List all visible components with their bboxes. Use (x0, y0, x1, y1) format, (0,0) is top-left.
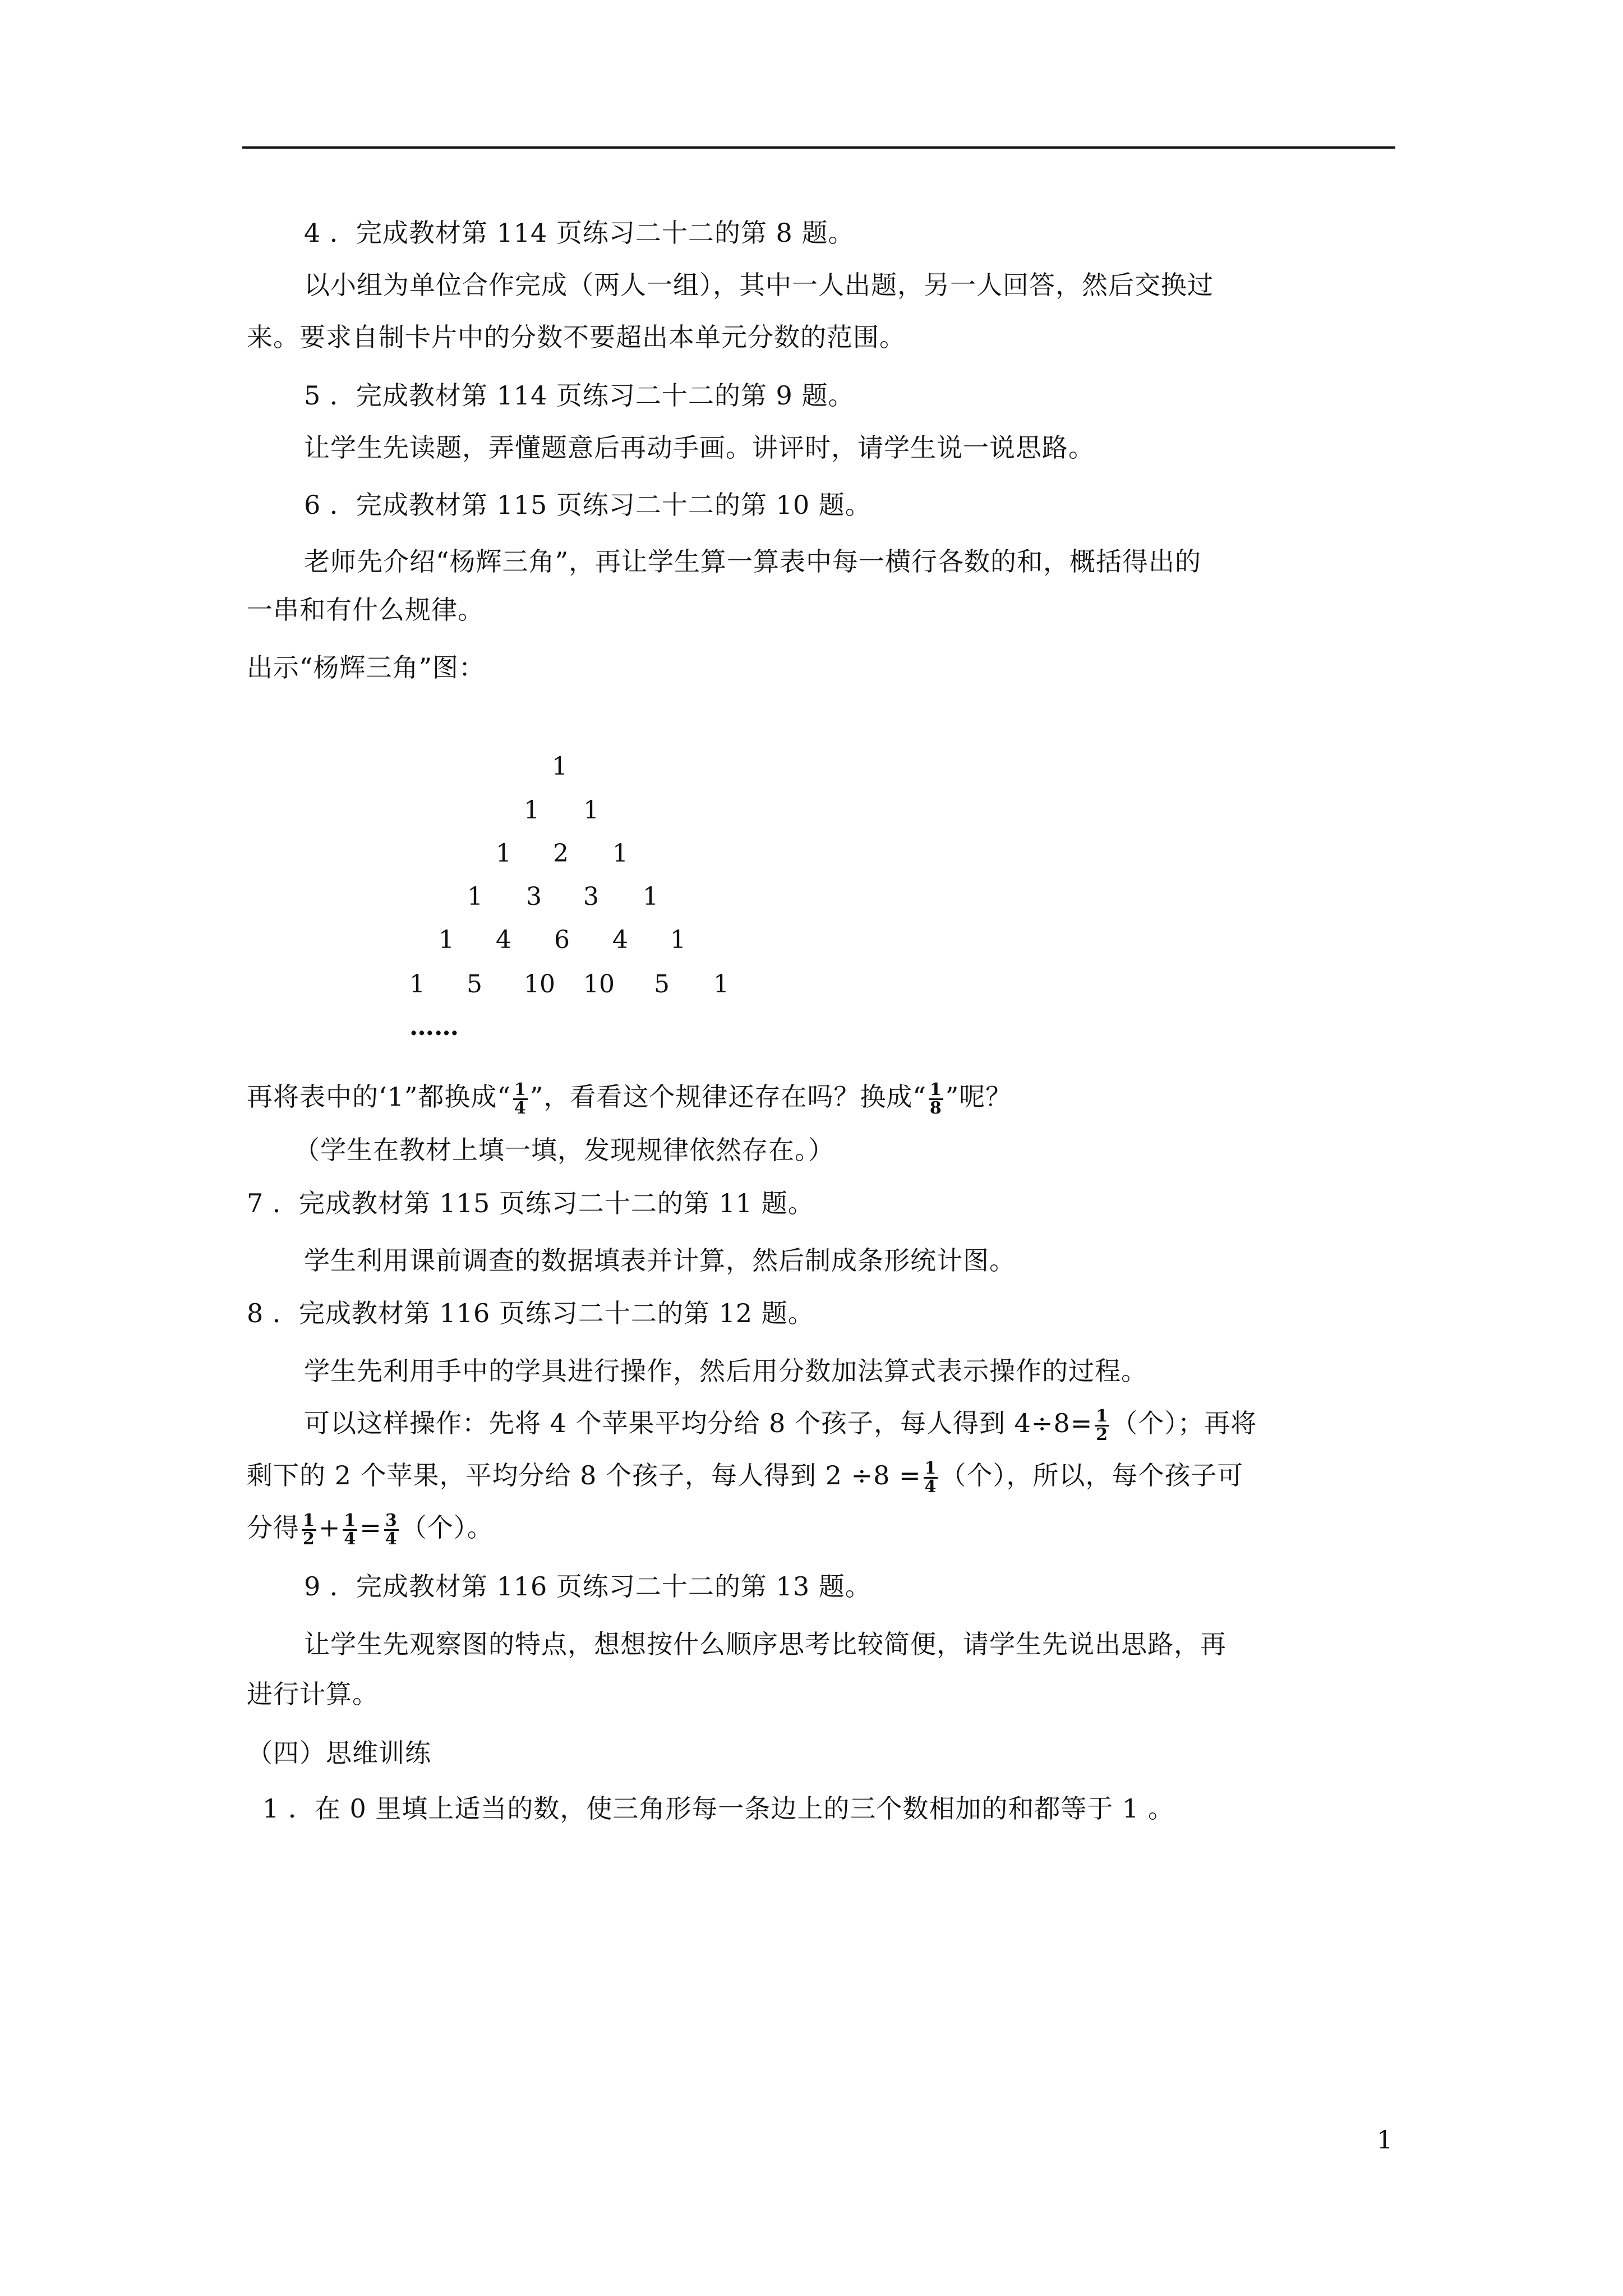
triangle-number: 1 (467, 882, 483, 911)
item-4: 4 ．完成教材第 114 页练习二十二的第 8 题。 (304, 218, 855, 248)
paragraph: 进行计算。 (247, 1679, 379, 1709)
paragraph: 出示“杨辉三角”图： (247, 652, 486, 683)
triangle-number: 3 (526, 882, 542, 911)
fraction: $\frac{1}{4}$ (344, 1510, 357, 1549)
paragraph: 让学生先读题，弄懂题意后再动手画。讲评时，请学生说一说思路。 (304, 432, 1095, 463)
fraction: $\frac{1}{4}$ (514, 1079, 527, 1118)
triangle-number: 1 (670, 926, 686, 954)
item-8: 8 ．完成教材第 116 页练习二十二的第 12 题。 (247, 1298, 814, 1328)
paragraph: 老师先介绍“杨辉三角”，再让学生算一算表中每一横行各数的和，概括得出的 (304, 546, 1202, 577)
item-6: 6 ．完成教材第 115 页练习二十二的第 10 题。 (304, 490, 872, 520)
fraction: $\frac{1}{2}$ (1096, 1406, 1109, 1444)
item-7: 7 ．完成教材第 115 页练习二十二的第 11 题。 (247, 1188, 814, 1218)
triangle-number: 1 (713, 970, 729, 999)
triangle-number: 1 (409, 970, 425, 999)
triangle-number: 4 (612, 926, 628, 954)
paragraph: 可以这样操作：先将 4 个苹果平均分给 8 个孩子，每人得到 4÷8= $\frac{1}{2}$ （个）；再将 (304, 1406, 1257, 1444)
triangle-number: 10 (524, 970, 555, 999)
item-1: 1 ．在 0 里填上适当的数，使三角形每一条边上的三个数相加的和都等于 1 。 (262, 1793, 1174, 1824)
triangle-number: 1 (439, 926, 454, 954)
paragraph: 学生利用课前调查的数据填表并计算，然后制成条形统计图。 (304, 1245, 1016, 1276)
triangle-number: 10 (583, 970, 615, 999)
fraction: $\frac{3}{4}$ (385, 1510, 398, 1549)
triangle-number: 4 (496, 926, 511, 954)
fraction: $\frac{1}{2}$ (303, 1510, 315, 1549)
triangle-ellipsis: …… (409, 1013, 459, 1041)
paragraph: 学生先利用手中的学具进行操作，然后用分数加法算式表示操作的过程。 (304, 1356, 1147, 1386)
triangle-number: 1 (612, 839, 628, 868)
item-5: 5 ．完成教材第 114 页练习二十二的第 9 题。 (304, 380, 855, 411)
fraction: $\frac{1}{8}$ (929, 1079, 942, 1118)
triangle-number: 2 (553, 839, 569, 868)
section-heading: （四）思维训练 (247, 1738, 431, 1768)
paragraph: 分得 $\frac{1}{2}$ + $\frac{1}{4}$ = $\frac{3}{4}$ （个）。 (247, 1510, 494, 1549)
triangle-number: 6 (554, 926, 570, 954)
triangle-number: 5 (654, 970, 670, 999)
paragraph: 来。要求自制卡片中的分数不要超出本单元分数的范围。 (247, 322, 906, 352)
triangle-number: 1 (583, 796, 599, 825)
paragraph: 再将表中的‘1”都换成“ $\frac{1}{4}$ ”，看看这个规律还存在吗？换成“ $\frac{1}{8}$ ”呢？ (247, 1079, 1012, 1118)
page-number: 1 (1377, 2126, 1393, 2155)
header-rule (242, 146, 1395, 149)
triangle-number: 1 (524, 796, 540, 825)
paragraph: 让学生先观察图的特点，想想按什么顺序思考比较简便，请学生先说出思路，再 (304, 1629, 1227, 1659)
paragraph: （学生在教材上填一填，发现规律依然存在。） (294, 1135, 834, 1165)
paragraph: 一串和有什么规律。 (247, 595, 484, 625)
triangle-number: 5 (467, 970, 482, 999)
paragraph: 剩下的 2 个苹果，平均分给 8 个孩子，每人得到 2 ÷8 = $\frac{1}{4}$ （个），所以，每个孩子可 (247, 1458, 1244, 1497)
triangle-number: 1 (643, 882, 658, 911)
triangle-number: 3 (583, 882, 599, 911)
paragraph: 以小组为单位合作完成（两人一组），其中一人出题，另一人回答，然后交换过 (304, 270, 1214, 300)
triangle-number: 1 (496, 839, 511, 868)
triangle-number: 1 (552, 752, 568, 781)
fraction: $\frac{1}{4}$ (924, 1458, 937, 1497)
item-9: 9 ．完成教材第 116 页练习二十二的第 13 题。 (304, 1571, 872, 1602)
